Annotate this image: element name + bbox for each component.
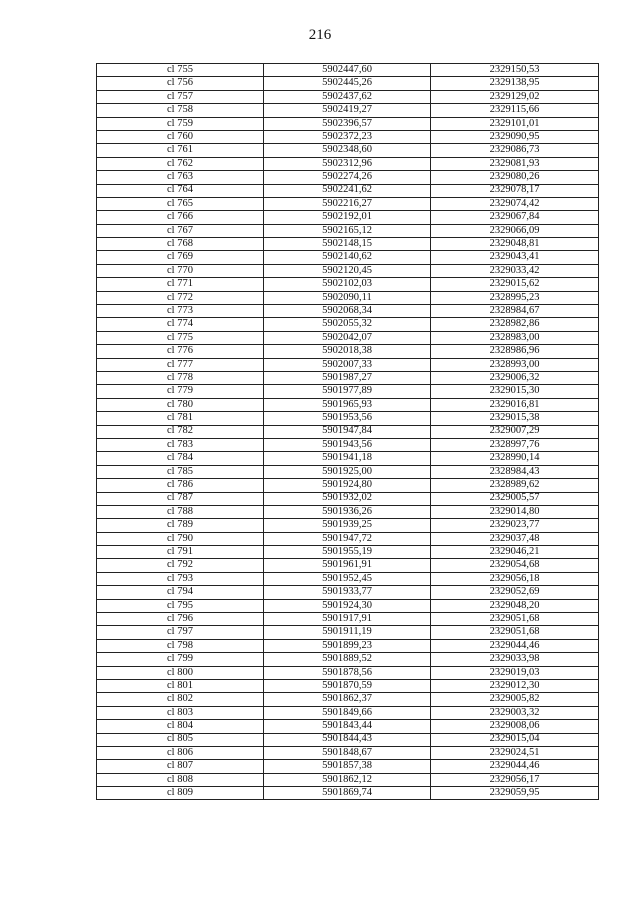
- y-coordinate-cell: 2329048,81: [431, 238, 599, 251]
- y-coordinate-cell: 2329005,57: [431, 492, 599, 505]
- y-coordinate-cell: 2329007,29: [431, 425, 599, 438]
- table-row: [97, 331, 599, 344]
- x-coordinate-cell: 5902102,03: [264, 278, 431, 291]
- x-coordinate-cell: 5901953,56: [264, 412, 431, 425]
- table-row: [97, 438, 599, 451]
- y-coordinate-cell: 2329138,95: [431, 77, 599, 90]
- table-row: [97, 211, 599, 224]
- y-coordinate-cell: 2329006,32: [431, 371, 599, 384]
- point-id-cell: сl 791: [97, 546, 264, 559]
- table-row: [97, 773, 599, 786]
- x-coordinate-cell: 5901917,91: [264, 613, 431, 626]
- page-number: 216: [308, 27, 332, 43]
- x-coordinate-cell: 5902018,38: [264, 345, 431, 358]
- x-coordinate-cell: 5902372,23: [264, 130, 431, 143]
- y-coordinate-cell: 2329067,84: [431, 211, 599, 224]
- y-coordinate-cell: 2329015,30: [431, 385, 599, 398]
- x-coordinate-cell: 5901936,26: [264, 505, 431, 518]
- table-row: [97, 264, 599, 277]
- table-row: [97, 385, 599, 398]
- y-coordinate-cell: 2328984,67: [431, 305, 599, 318]
- point-id-cell: сl 762: [97, 157, 264, 170]
- table-row: [97, 77, 599, 90]
- point-id-cell: сl 776: [97, 345, 264, 358]
- y-coordinate-cell: 2329101,01: [431, 117, 599, 130]
- point-id-cell: сl 760: [97, 130, 264, 143]
- x-coordinate-cell: 5902312,96: [264, 157, 431, 170]
- point-id-cell: сl 765: [97, 197, 264, 210]
- x-coordinate-cell: 5902437,62: [264, 90, 431, 103]
- y-coordinate-cell: 2328993,00: [431, 358, 599, 371]
- table-row: [97, 291, 599, 304]
- point-id-cell: сl 772: [97, 291, 264, 304]
- point-id-cell: сl 766: [97, 211, 264, 224]
- table-row: [97, 184, 599, 197]
- x-coordinate-cell: 5901924,30: [264, 599, 431, 612]
- point-id-cell: сl 804: [97, 720, 264, 733]
- x-coordinate-cell: 5902090,11: [264, 291, 431, 304]
- y-coordinate-cell: 2329078,17: [431, 184, 599, 197]
- y-coordinate-cell: 2329150,53: [431, 64, 599, 77]
- table-row: [97, 599, 599, 612]
- table-row: [97, 492, 599, 505]
- y-coordinate-cell: 2329012,30: [431, 679, 599, 692]
- x-coordinate-cell: 5901955,19: [264, 546, 431, 559]
- table-row: [97, 224, 599, 237]
- y-coordinate-cell: 2329046,21: [431, 546, 599, 559]
- y-coordinate-cell: 2329008,06: [431, 720, 599, 733]
- table-row: [97, 760, 599, 773]
- x-coordinate-cell: 5901911,19: [264, 626, 431, 639]
- y-coordinate-cell: 2329056,18: [431, 572, 599, 585]
- point-id-cell: сl 789: [97, 519, 264, 532]
- point-id-cell: сl 790: [97, 532, 264, 545]
- table-row: [97, 90, 599, 103]
- point-id-cell: сl 786: [97, 479, 264, 492]
- y-coordinate-cell: 2329033,42: [431, 264, 599, 277]
- table-row: [97, 104, 599, 117]
- point-id-cell: сl 795: [97, 599, 264, 612]
- x-coordinate-cell: 5902447,60: [264, 64, 431, 77]
- y-coordinate-cell: 2329005,82: [431, 693, 599, 706]
- point-id-cell: сl 757: [97, 90, 264, 103]
- x-coordinate-cell: 5902055,32: [264, 318, 431, 331]
- x-coordinate-cell: 5902140,62: [264, 251, 431, 264]
- table-row: [97, 358, 599, 371]
- y-coordinate-cell: 2329066,09: [431, 224, 599, 237]
- x-coordinate-cell: 5902148,15: [264, 238, 431, 251]
- point-id-cell: сl 755: [97, 64, 264, 77]
- x-coordinate-cell: 5902068,34: [264, 305, 431, 318]
- point-id-cell: сl 784: [97, 452, 264, 465]
- point-id-cell: сl 764: [97, 184, 264, 197]
- table-row: [97, 505, 599, 518]
- point-id-cell: сl 797: [97, 626, 264, 639]
- y-coordinate-cell: 2328983,00: [431, 331, 599, 344]
- point-id-cell: сl 799: [97, 653, 264, 666]
- y-coordinate-cell: 2329044,46: [431, 760, 599, 773]
- y-coordinate-cell: 2328986,96: [431, 345, 599, 358]
- y-coordinate-cell: 2329033,98: [431, 653, 599, 666]
- point-id-cell: сl 779: [97, 385, 264, 398]
- y-coordinate-cell: 2329015,62: [431, 278, 599, 291]
- y-coordinate-cell: 2329023,77: [431, 519, 599, 532]
- point-id-cell: сl 770: [97, 264, 264, 277]
- point-id-cell: сl 792: [97, 559, 264, 572]
- y-coordinate-cell: 2329014,80: [431, 505, 599, 518]
- point-id-cell: сl 778: [97, 371, 264, 384]
- point-id-cell: сl 768: [97, 238, 264, 251]
- table-row: [97, 746, 599, 759]
- x-coordinate-cell: 5901952,45: [264, 572, 431, 585]
- table-row: [97, 452, 599, 465]
- x-coordinate-cell: 5901862,12: [264, 773, 431, 786]
- y-coordinate-cell: 2329016,81: [431, 398, 599, 411]
- y-coordinate-cell: 2329080,26: [431, 171, 599, 184]
- table-row: [97, 157, 599, 170]
- x-coordinate-cell: 5901843,44: [264, 720, 431, 733]
- x-coordinate-cell: 5902165,12: [264, 224, 431, 237]
- x-coordinate-cell: 5901869,74: [264, 787, 431, 800]
- y-coordinate-cell: 2329048,20: [431, 599, 599, 612]
- y-coordinate-cell: 2329090,95: [431, 130, 599, 143]
- y-coordinate-cell: 2328989,62: [431, 479, 599, 492]
- point-id-cell: сl 807: [97, 760, 264, 773]
- point-id-cell: сl 796: [97, 613, 264, 626]
- y-coordinate-cell: 2329081,93: [431, 157, 599, 170]
- table-row: [97, 693, 599, 706]
- table-row: [97, 733, 599, 746]
- point-id-cell: сl 787: [97, 492, 264, 505]
- point-id-cell: сl 758: [97, 104, 264, 117]
- y-coordinate-cell: 2329044,46: [431, 639, 599, 652]
- x-coordinate-cell: 5901848,67: [264, 746, 431, 759]
- y-coordinate-cell: 2329015,38: [431, 412, 599, 425]
- coordinates-table-body: [97, 64, 599, 800]
- x-coordinate-cell: 5901857,38: [264, 760, 431, 773]
- table-row: [97, 586, 599, 599]
- x-coordinate-cell: 5901925,00: [264, 465, 431, 478]
- table-row: [97, 251, 599, 264]
- x-coordinate-cell: 5901932,02: [264, 492, 431, 505]
- point-id-cell: сl 756: [97, 77, 264, 90]
- x-coordinate-cell: 5901965,93: [264, 398, 431, 411]
- point-id-cell: сl 783: [97, 438, 264, 451]
- point-id-cell: сl 767: [97, 224, 264, 237]
- y-coordinate-cell: 2328982,86: [431, 318, 599, 331]
- x-coordinate-cell: 5901977,89: [264, 385, 431, 398]
- table-row: [97, 706, 599, 719]
- table-row: [97, 626, 599, 639]
- point-id-cell: сl 773: [97, 305, 264, 318]
- y-coordinate-cell: 2329015,04: [431, 733, 599, 746]
- table-row: [97, 666, 599, 679]
- y-coordinate-cell: 2329003,32: [431, 706, 599, 719]
- x-coordinate-cell: 5901987,27: [264, 371, 431, 384]
- x-coordinate-cell: 5901961,91: [264, 559, 431, 572]
- point-id-cell: сl 805: [97, 733, 264, 746]
- point-id-cell: сl 794: [97, 586, 264, 599]
- point-id-cell: сl 774: [97, 318, 264, 331]
- point-id-cell: сl 780: [97, 398, 264, 411]
- table-row: [97, 117, 599, 130]
- y-coordinate-cell: 2329037,48: [431, 532, 599, 545]
- x-coordinate-cell: 5901947,72: [264, 532, 431, 545]
- table-row: [97, 679, 599, 692]
- table-row: [97, 613, 599, 626]
- point-id-cell: сl 777: [97, 358, 264, 371]
- y-coordinate-cell: 2328990,14: [431, 452, 599, 465]
- point-id-cell: сl 809: [97, 787, 264, 800]
- x-coordinate-cell: 5901939,25: [264, 519, 431, 532]
- table-row: [97, 318, 599, 331]
- x-coordinate-cell: 5902042,07: [264, 331, 431, 344]
- x-coordinate-cell: 5901862,37: [264, 693, 431, 706]
- point-id-cell: сl 763: [97, 171, 264, 184]
- x-coordinate-cell: 5901878,56: [264, 666, 431, 679]
- y-coordinate-cell: 2329129,02: [431, 90, 599, 103]
- table-row: [97, 171, 599, 184]
- point-id-cell: сl 781: [97, 412, 264, 425]
- y-coordinate-cell: 2329052,69: [431, 586, 599, 599]
- point-id-cell: сl 785: [97, 465, 264, 478]
- y-coordinate-cell: 2329024,51: [431, 746, 599, 759]
- table-row: [97, 479, 599, 492]
- x-coordinate-cell: 5901947,84: [264, 425, 431, 438]
- point-id-cell: сl 806: [97, 746, 264, 759]
- point-id-cell: сl 788: [97, 505, 264, 518]
- table-row: [97, 144, 599, 157]
- x-coordinate-cell: 5902216,27: [264, 197, 431, 210]
- table-row: [97, 238, 599, 251]
- table-row: [97, 425, 599, 438]
- table-row: [97, 546, 599, 559]
- x-coordinate-cell: 5901844,43: [264, 733, 431, 746]
- point-id-cell: сl 782: [97, 425, 264, 438]
- table-row: [97, 519, 599, 532]
- point-id-cell: сl 803: [97, 706, 264, 719]
- x-coordinate-cell: 5901849,66: [264, 706, 431, 719]
- x-coordinate-cell: 5902241,62: [264, 184, 431, 197]
- y-coordinate-cell: 2329019,03: [431, 666, 599, 679]
- y-coordinate-cell: 2329054,68: [431, 559, 599, 572]
- x-coordinate-cell: 5901943,56: [264, 438, 431, 451]
- x-coordinate-cell: 5902120,45: [264, 264, 431, 277]
- point-id-cell: сl 769: [97, 251, 264, 264]
- point-id-cell: сl 771: [97, 278, 264, 291]
- y-coordinate-cell: 2329051,68: [431, 613, 599, 626]
- table-row: [97, 639, 599, 652]
- x-coordinate-cell: 5901889,52: [264, 653, 431, 666]
- y-coordinate-cell: 2329086,73: [431, 144, 599, 157]
- x-coordinate-cell: 5902192,01: [264, 211, 431, 224]
- point-id-cell: сl 759: [97, 117, 264, 130]
- x-coordinate-cell: 5902348,60: [264, 144, 431, 157]
- point-id-cell: сl 800: [97, 666, 264, 679]
- point-id-cell: сl 798: [97, 639, 264, 652]
- table-row: [97, 653, 599, 666]
- y-coordinate-cell: 2328984,43: [431, 465, 599, 478]
- point-id-cell: сl 775: [97, 331, 264, 344]
- table-row: [97, 398, 599, 411]
- x-coordinate-cell: 5901899,23: [264, 639, 431, 652]
- y-coordinate-cell: 2329115,66: [431, 104, 599, 117]
- table-row: [97, 305, 599, 318]
- table-row: [97, 412, 599, 425]
- x-coordinate-cell: 5901870,59: [264, 679, 431, 692]
- point-id-cell: сl 793: [97, 572, 264, 585]
- x-coordinate-cell: 5902419,27: [264, 104, 431, 117]
- y-coordinate-cell: 2329056,17: [431, 773, 599, 786]
- table-row: [97, 532, 599, 545]
- table-row: [97, 278, 599, 291]
- y-coordinate-cell: 2329043,41: [431, 251, 599, 264]
- table-row: [97, 572, 599, 585]
- x-coordinate-cell: 5901941,18: [264, 452, 431, 465]
- point-id-cell: сl 802: [97, 693, 264, 706]
- table-row: [97, 787, 599, 800]
- table-row: [97, 197, 599, 210]
- y-coordinate-cell: 2328995,23: [431, 291, 599, 304]
- y-coordinate-cell: 2329074,42: [431, 197, 599, 210]
- table-row: [97, 559, 599, 572]
- table-row: [97, 720, 599, 733]
- point-id-cell: сl 801: [97, 679, 264, 692]
- x-coordinate-cell: 5901933,77: [264, 586, 431, 599]
- coordinates-table: [96, 63, 599, 800]
- table-row: [97, 465, 599, 478]
- y-coordinate-cell: 2329051,68: [431, 626, 599, 639]
- x-coordinate-cell: 5902007,33: [264, 358, 431, 371]
- y-coordinate-cell: 2328997,76: [431, 438, 599, 451]
- table-row: [97, 345, 599, 358]
- x-coordinate-cell: 5902445,26: [264, 77, 431, 90]
- x-coordinate-cell: 5902274,26: [264, 171, 431, 184]
- point-id-cell: сl 808: [97, 773, 264, 786]
- x-coordinate-cell: 5901924,80: [264, 479, 431, 492]
- x-coordinate-cell: 5902396,57: [264, 117, 431, 130]
- table-row: [97, 64, 599, 77]
- point-id-cell: сl 761: [97, 144, 264, 157]
- y-coordinate-cell: 2329059,95: [431, 787, 599, 800]
- table-row: [97, 130, 599, 143]
- table-row: [97, 371, 599, 384]
